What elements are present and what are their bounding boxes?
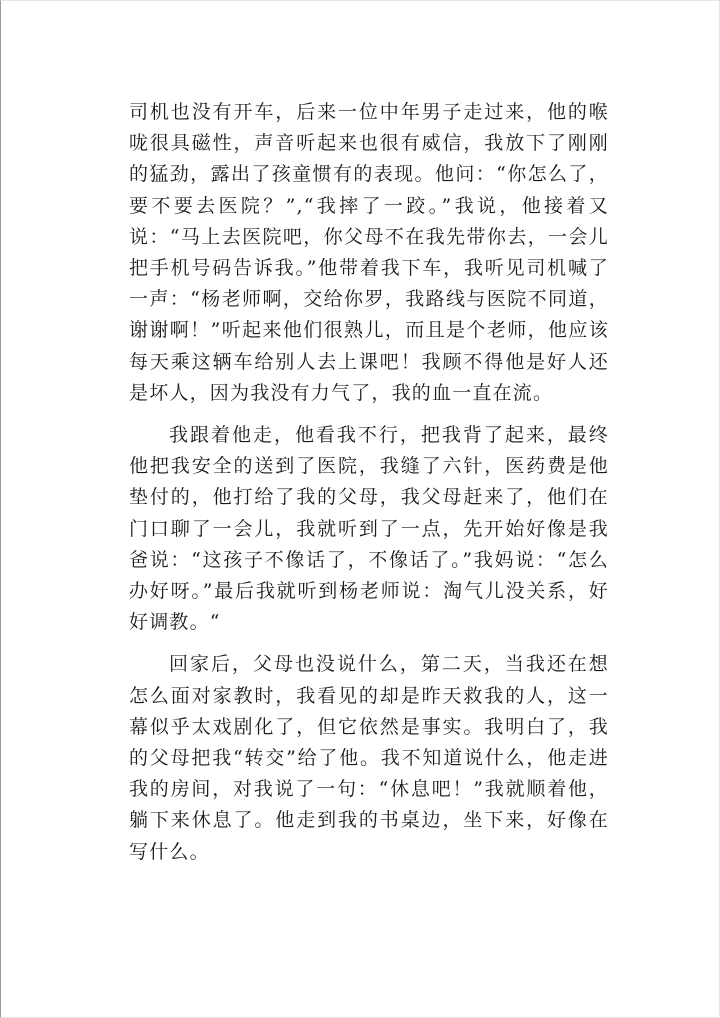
paragraph-2: 我跟着他走，他看我不行，把我背了起来，最终他把我安全的送到了医院，我缝了六针，医药费是他垫付的，他打给了我的父母，我父母赶来了，他们在门口聊了一会儿，我就听到了一点，先开始好像是我爸说：“这孩子不像话了，不像话了。”我妈说：“怎么办好呀。”最后我就听到杨老师说：淘气儿没关系，好好调教。“ [129, 424, 609, 634]
paragraph-3: 回家后，父母也没说什么，第二天，当我还在想怎么面对家教时，我看见的却是昨天救我的人，这一幕似乎太戏剧化了，但它依然是事实。我明白了，我的父母把我“转交”给了他。我不知道说什么，他走进我的房间，对我说了一句：“休息吧！”我就顺着他，躺下来休息了。他走到我的书桌边，坐下来，好像在写什么。 [129, 653, 609, 863]
document-body [129, 97, 609, 868]
paragraph-1: 司机也没有开车，后来一位中年男子走过来，他的喉咙很具磁性，声音听起来也很有威信，我放下了刚刚的猛劲，露出了孩童惯有的表现。他问：“你怎么了，要不要去医院？”,“我摔了一跤。”我说，他接着又说：“马上去医院吧，你父母不在我先带你去，一会儿把手机号码告诉我。”他带着我下车，我听见司机喊了一声：“杨老师啊，交给你罗，我路线与医院不同道，谢谢啊！”听起来他们很熟儿，而且是个老师，他应该每天乘这辆车给别人去上课吧！我顾不得他是好人还是坏人，因为我没有力气了，我的血一直在流。 [129, 101, 609, 404]
